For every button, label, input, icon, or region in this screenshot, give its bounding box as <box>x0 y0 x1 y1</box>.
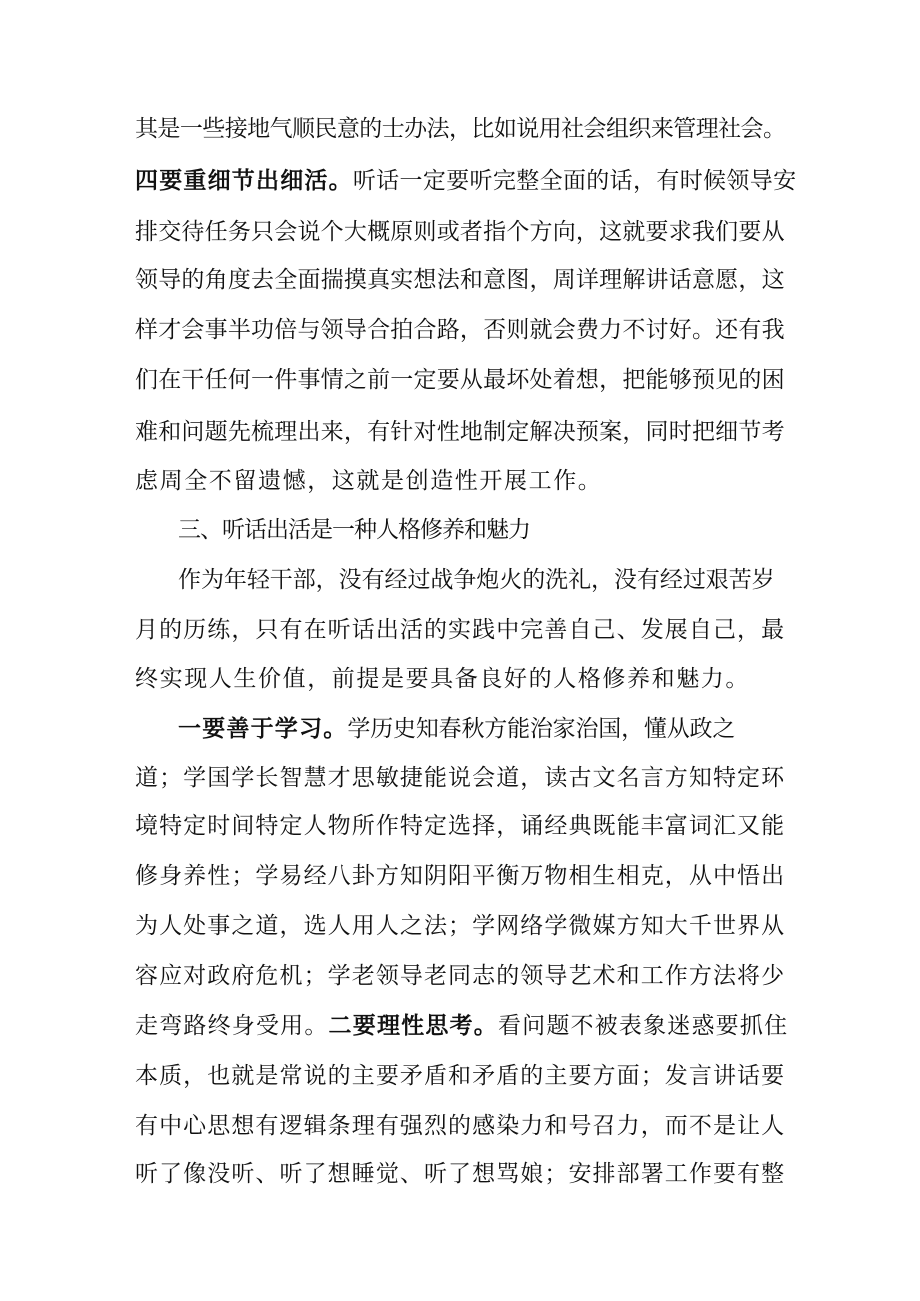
text-line <box>135 1154 785 1194</box>
line-text: 听话一定要听完整全面的话，有时候领导安 <box>352 168 797 194</box>
line-text: 虑周全不留遗憾，这就是创造性开展工作。 <box>135 468 603 494</box>
text-line <box>135 412 785 452</box>
bold-heading: 四要重细节出细活。 <box>135 167 353 194</box>
text-line <box>135 856 785 896</box>
text-line <box>135 109 785 149</box>
text-line <box>135 161 797 201</box>
line-text: 其是一些接地气顺民意的士办法，比如说用社会组织来管理社会。 <box>135 116 786 142</box>
text-line <box>135 806 785 846</box>
text-line <box>135 461 785 501</box>
text-line <box>135 212 785 252</box>
bold-heading: 一要善于学习。 <box>178 715 348 742</box>
line-text: 作为年轻干部，没有经过战争炮火的洗礼，没有经过艰苦岁 <box>178 567 775 593</box>
line-text: 排交待任务只会说个大概原则或者指个方向，这就要求我们要从 <box>135 219 785 245</box>
line-text: 难和问题先梳理出来，有针对性地制定解决预案，同时把细节考 <box>135 419 785 445</box>
text-line <box>135 260 785 300</box>
line-text: 月的历练，只有在听话出活的实践中完善自己、发展自己，最 <box>135 617 786 643</box>
line-text: 领导的角度去全面揣摸真实想法和意图，周详理解讲话意愿，这 <box>135 267 785 293</box>
text-line <box>135 1006 789 1046</box>
line-text: 为人处事之道，选人用人之法；学网络学微媒方知大千世界从 <box>135 913 786 939</box>
text-line <box>135 360 785 400</box>
section-heading-text: 三、听话出活是一种人格修养和魅力 <box>178 517 530 543</box>
text-line <box>135 758 785 798</box>
line-text: 听了像没听、听了想睡觉、听了想骂娘；安排部署工作要有整 <box>135 1161 786 1187</box>
text-line <box>135 956 785 996</box>
line-text: 看问题不被表象迷惑要抓住 <box>497 1013 789 1039</box>
bold-heading: 二要理性思考。 <box>328 1012 498 1039</box>
line-text: 道；学国学长智慧才思敏捷能说会道，读古文名言方知特定环 <box>135 765 786 791</box>
line-text: 本质，也就是常说的主要矛盾和矛盾的主要方面；发言讲话要 <box>135 1063 786 1089</box>
section-heading <box>178 510 828 550</box>
line-text: 们在干任何一件事情之前一定要从最坏处着想，把能够预见的困 <box>135 367 785 393</box>
text-line <box>178 709 828 749</box>
line-text: 终实现人生价值，前提是要具备良好的人格修养和魅力。 <box>135 666 750 692</box>
text-line <box>178 560 828 600</box>
line-text: 学历史知春秋方能治家治国，懂从政之 <box>347 716 736 742</box>
line-text: 走弯路终身受用。 <box>135 1013 329 1039</box>
text-line <box>135 610 785 650</box>
text-line <box>135 659 785 699</box>
line-text: 境特定时间特定人物所作特定选择，诵经典既能丰富词汇又能 <box>135 813 786 839</box>
line-text: 样才会事半功倍与领导合拍合路，否则就会费力不讨好。还有我 <box>135 317 785 343</box>
line-text: 有中心思想有逻辑条理有强烈的感染力和号召力，而不是让人 <box>135 1113 786 1139</box>
line-text: 修身养性；学易经八卦方知阴阳平衡万物相生相克，从中悟出 <box>135 863 786 889</box>
text-line <box>135 906 785 946</box>
line-text: 容应对政府危机；学老领导老同志的领导艺术和工作方法将少 <box>135 963 786 989</box>
text-line <box>135 1056 785 1096</box>
text-line <box>135 310 785 350</box>
text-line <box>135 1106 785 1146</box>
